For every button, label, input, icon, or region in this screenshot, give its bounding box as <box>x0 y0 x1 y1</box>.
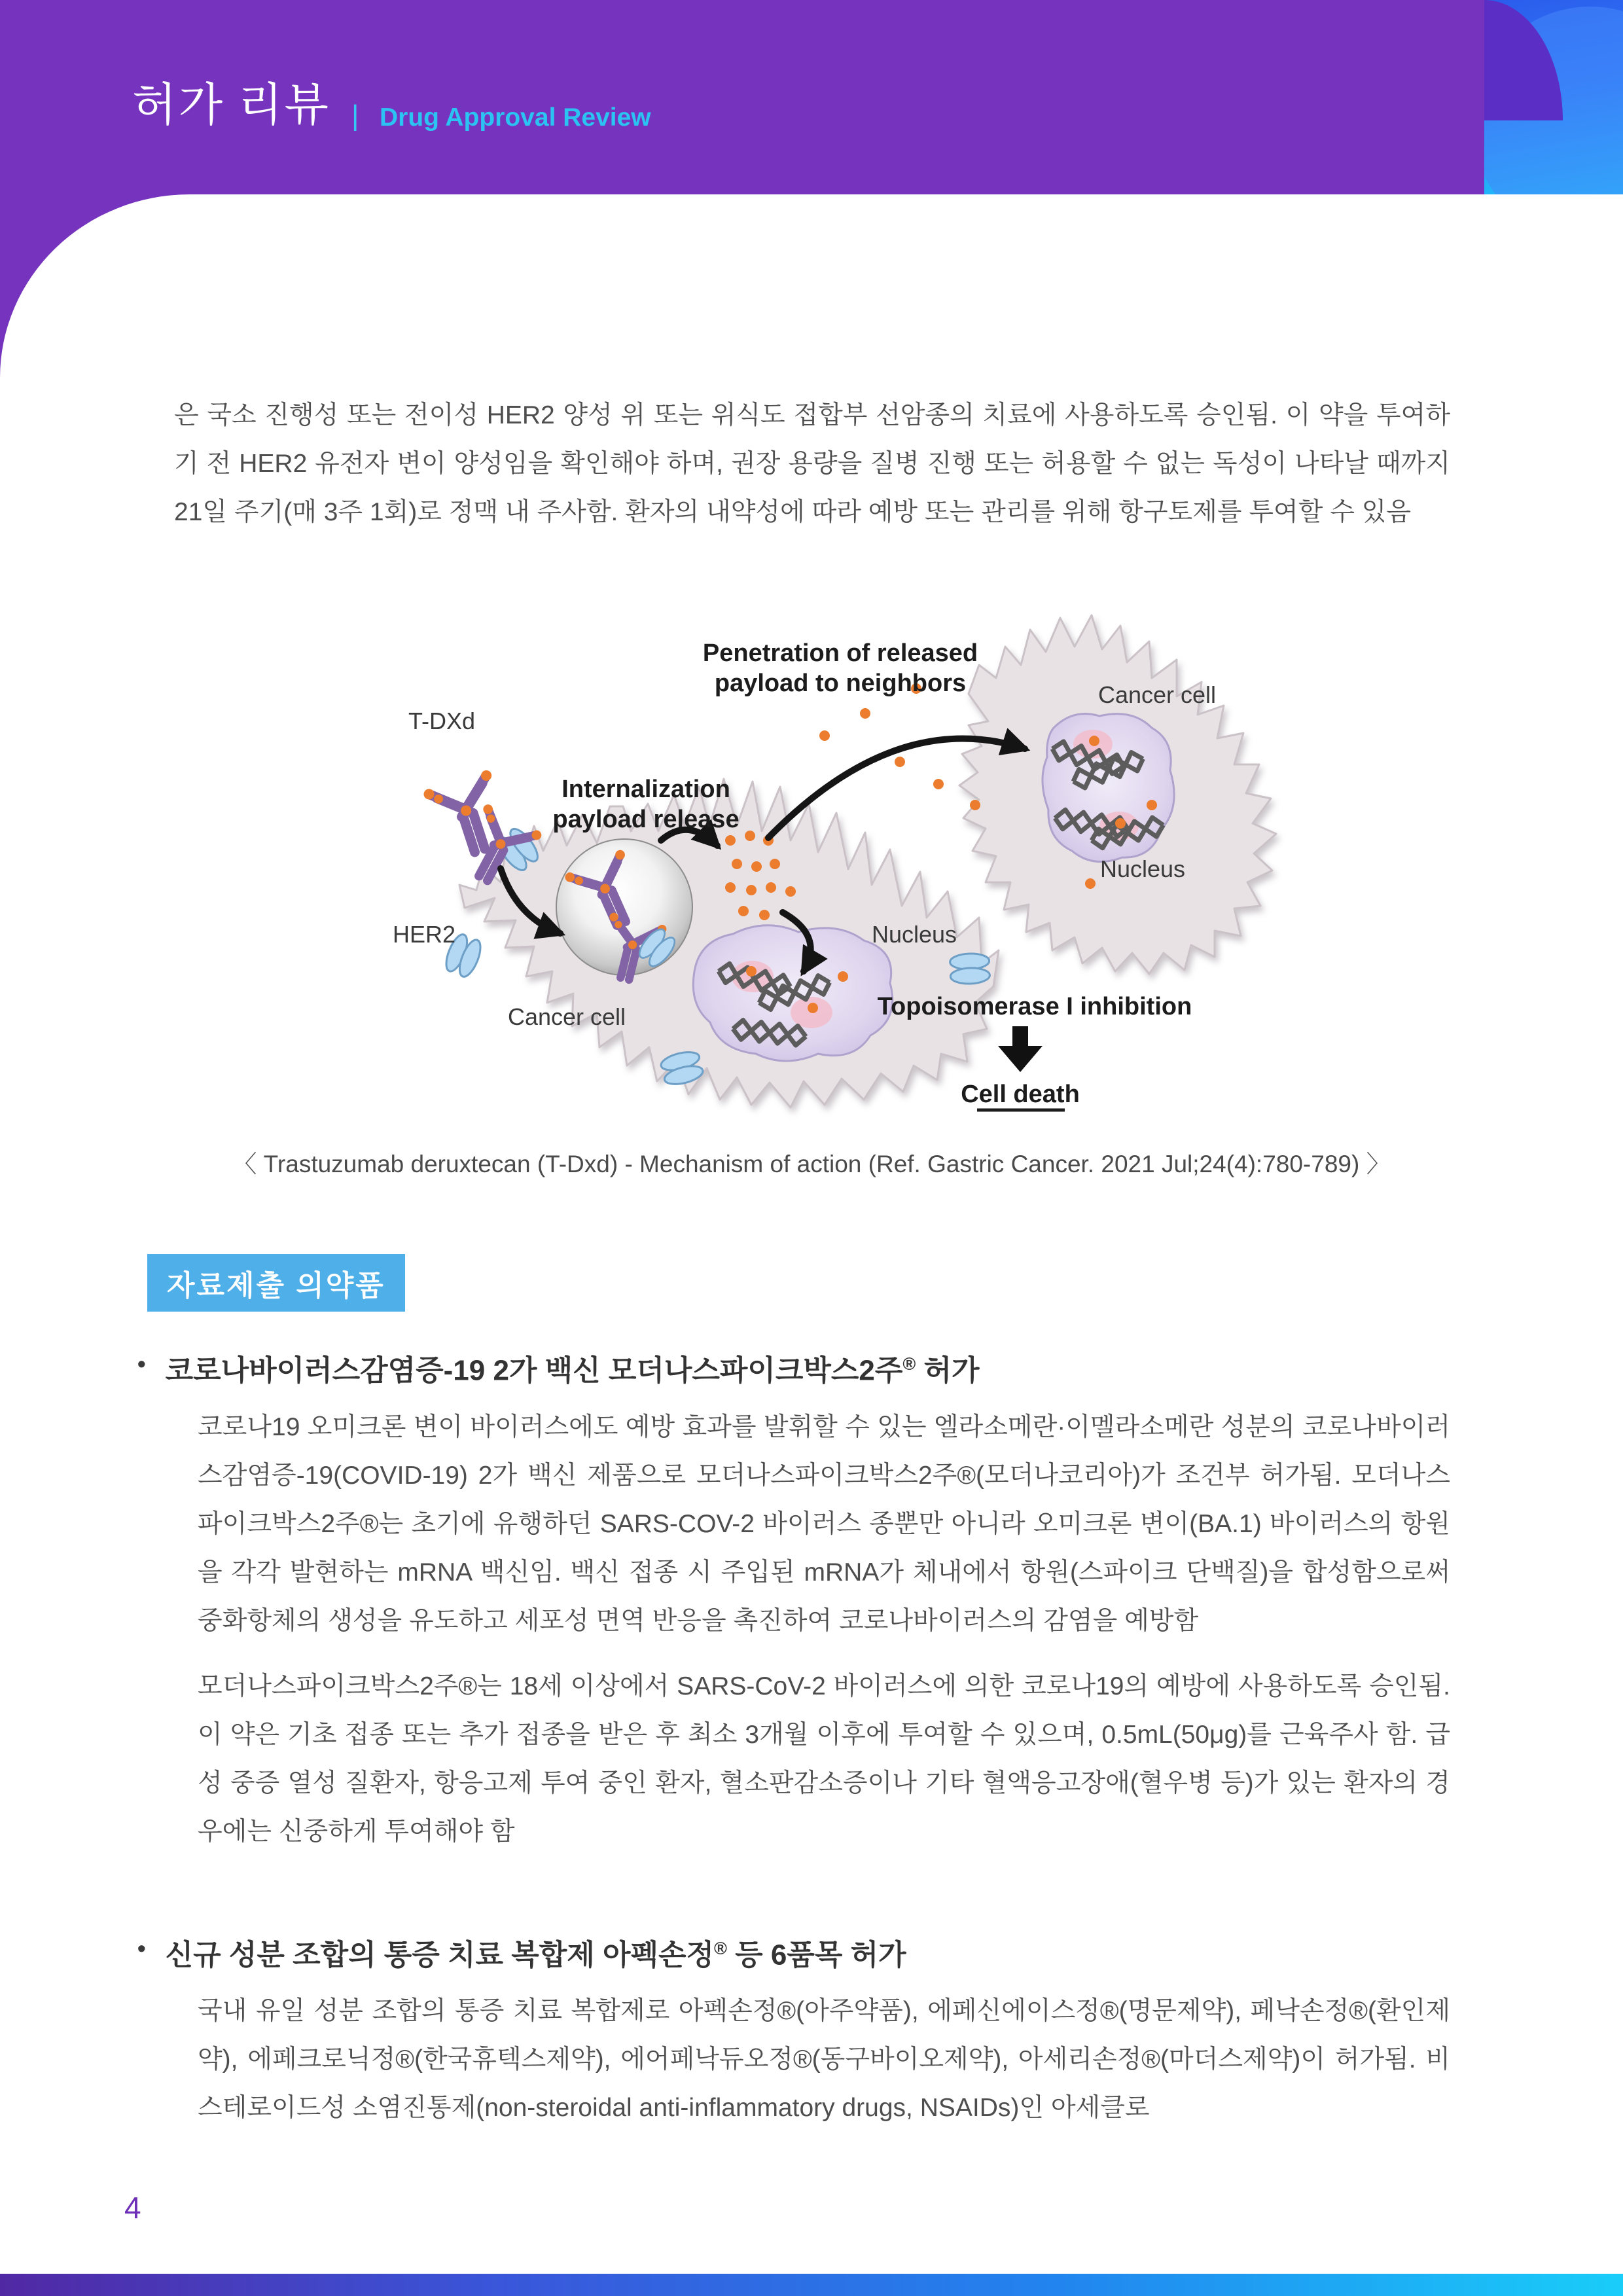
paragraph-covid-vaccine-1: 코로나19 오미크론 변이 바이러스에도 예방 효과를 발휘할 수 있는 엘라소메란·이멜라소메란 성분의 코로나바이러스감염증-19(COVID-19) 2가 백신 제품으로 모더나스파이크박스2주®(모더나코리아)가 조건부 허가됨. 모더나스파이크박스2주®는 초기에 유행하던 SARS-COV-2 바이러스 종뿐만 아니라 오미크론 변이(BA.1) 바이러스의 항원을 각각 발현하는 mRNA 백신임. 백신 접종 시 주입된 mRNA가 체내에서 항원(스파이크 단백질)을 합성함으로써 중화항체의 생성을 유도하고 세포성 면역 반응을 촉진하여 코로나바이러스의 감염을 예방함 <box>198 1413 1450 1635</box>
label-cell-death: Cell death <box>961 1081 1080 1108</box>
label-cancer-cell-right: Cancer cell <box>1097 681 1217 708</box>
registered-mark: ® <box>902 1354 916 1374</box>
section-badge: 자료제출 의약품 <box>147 1254 405 1312</box>
bullet-item-covid-vaccine <box>137 1345 1453 1390</box>
header-divider: | <box>351 99 359 132</box>
bullet-title: 신규 성분 조합의 통증 치료 복합제 아펙손정® 등 6품목 허가 <box>165 1939 906 1971</box>
footer-gradient-bar <box>0 2274 1623 2296</box>
label-nucleus-left: Nucleus <box>872 921 957 948</box>
label-her2: HER2 <box>393 921 456 948</box>
registered-mark: ® <box>714 1939 727 1958</box>
label-penetration-1: Penetration of released <box>702 639 978 667</box>
label-nucleus-right: Nucleus <box>1099 855 1186 882</box>
label-cancer-cell-left: Cancer cell <box>507 1003 626 1030</box>
page-title-en: Drug Approval Review <box>380 103 651 132</box>
bullet-item-pain-combination <box>137 1929 1453 1975</box>
label-internalization-2: payload release <box>552 806 740 833</box>
bullet-title: 코로나바이러스감염증-19 2가 백신 모더나스파이크박스2주® 허가 <box>165 1354 980 1387</box>
label-internalization-1: Internalization <box>562 776 730 803</box>
page-number: 4 <box>124 2191 141 2225</box>
figure-caption: 〈 Trastuzumab deruxtecan (T-Dxd) - Mechanism of action (Ref. Gastric Cancer. 2021 Jul;24(4):780-789) 〉 <box>232 1151 1391 1177</box>
paragraph-covid-vaccine-2: 모더나스파이크박스2주®는 18세 이상에서 SARS-CoV-2 바이러스에 의한 코로나19의 예방에 사용하도록 승인됨. 이 약은 기초 접종 또는 추가 접종을 받은 후 최소 3개월 이후에 투여할 수 있으며, 0.5mL(50μg)를 근육주사 함. 급성 중증 열성 질환자, 항응고제 투여 중인 환자, 혈소판감소증이나 기타 혈액응고장애(혈우병 등)가 있는 환자의 경우에는 신중하게 투여해야 함 <box>198 1672 1450 1846</box>
label-penetration-2: payload to neighbors <box>714 670 967 697</box>
bullet-icon: • <box>137 1935 146 1962</box>
label-topoisomerase: Topoisomerase I inhibition <box>877 993 1192 1020</box>
bullet-icon: • <box>137 1350 146 1377</box>
mechanism-figure <box>366 610 1335 1127</box>
page-title-ko: 허가 리뷰 <box>132 81 330 131</box>
intro-paragraph: 은 국소 진행성 또는 전이성 HER2 양성 위 또는 위식도 접합부 선암종의 치료에 사용하도록 승인됨. 이 약을 투여하기 전 HER2 유전자 변이 양성임을 확인해야 하며, 권장 용량을 질병 진행 또는 허용할 수 없는 독성이 나타날 때까지 21일 주기(매 3주 1회)로 정맥 내 주사함. 환자의 내약성에 따라 예방 또는 관리를 위해 항구토제를 투여할 수 있음 <box>174 401 1450 526</box>
right-cancer-cell <box>959 615 1276 974</box>
paragraph-pain-combination-1: 국내 유일 성분 조합의 통증 치료 복합제로 아펙손정®(아주약품), 에페신에이스정®(명문제약), 페낙손정®(환인제약), 에페크로닉정®(한국휴텍스제약), 에어페낙듀오정®(동구바이오제약), 아세리손정®(마더스제약)이 허가됨. 비스테로이드성 소염진통제(non-steroidal anti-inflammatory drugs, NSAIDs)인 아세클로 <box>198 1997 1450 2122</box>
label-tdxd: T-DXd <box>408 708 476 734</box>
down-block-arrow-icon <box>998 1026 1043 1072</box>
